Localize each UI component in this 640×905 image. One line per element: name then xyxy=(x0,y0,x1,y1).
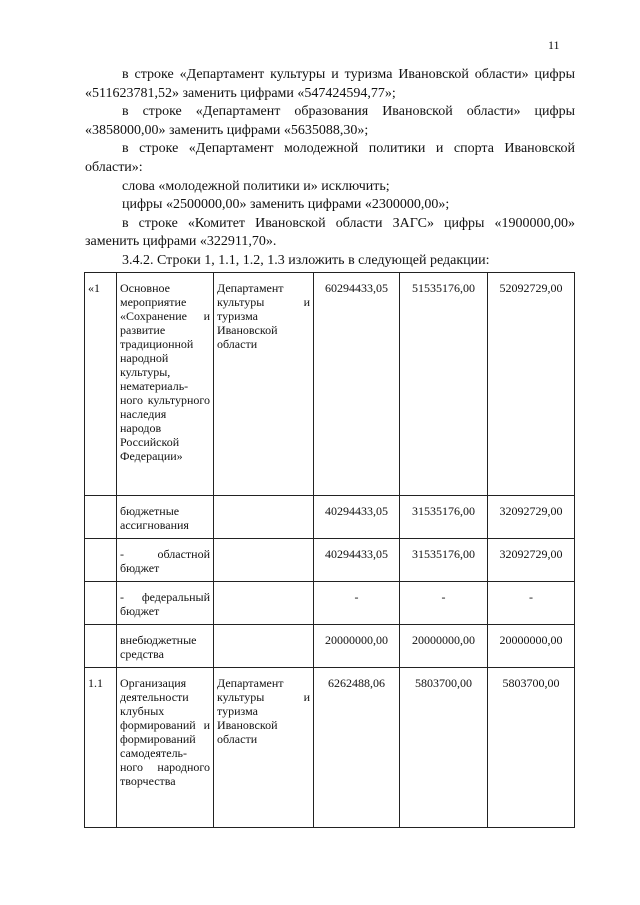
page-number: 11 xyxy=(548,38,560,52)
executor-cell xyxy=(214,582,314,625)
executor-cell: Департамент культуры и туризма Ивановской области xyxy=(214,668,314,828)
value-cell-1: 20000000,00 xyxy=(314,625,400,668)
value-cell-3: 20000000,00 xyxy=(488,625,575,668)
table-row xyxy=(85,582,575,625)
value-cell-1: 40294433,05 xyxy=(314,496,400,539)
value-cell-3: - xyxy=(488,582,575,625)
executor-cell: Департамент культуры и туризма Ивановской области xyxy=(214,273,314,496)
row-number-cell xyxy=(85,625,117,668)
paragraph-zags: в строке «Комитет Ивановской области ЗАГС» цифры «1900000,00» заменить цифрами «322911,70». xyxy=(85,215,575,250)
row-number-cell: «1 xyxy=(85,273,117,496)
value-cell-1: 40294433,05 xyxy=(314,539,400,582)
budget-table xyxy=(84,272,575,828)
value-cell-3: 32092729,00 xyxy=(488,496,575,539)
value-cell-3: 5803700,00 xyxy=(488,668,575,828)
table-row xyxy=(85,496,575,539)
table-row xyxy=(85,668,575,828)
description-cell: Организация деятельности клубных формирований и формирований самодеятель-ного народного творчества xyxy=(117,668,214,828)
value-cell-2: 31535176,00 xyxy=(400,539,488,582)
description-cell: бюджетные ассигнования xyxy=(117,496,214,539)
value-cell-2: 51535176,00 xyxy=(400,273,488,496)
description-cell: внебюджетные средства xyxy=(117,625,214,668)
value-cell-2: - xyxy=(400,582,488,625)
body-text xyxy=(85,66,575,271)
value-cell-1: - xyxy=(314,582,400,625)
description-cell: Основное мероприятие «Сохранение и развитие традиционной народной культуры, нематериаль-ного культурного наследия народов Российской Федерации» xyxy=(117,273,214,496)
value-cell-3: 52092729,00 xyxy=(488,273,575,496)
value-cell-2: 20000000,00 xyxy=(400,625,488,668)
paragraph-section-heading: 3.4.2. Строки 1, 1.1, 1.2, 1.3 изложить в следующей редакции: xyxy=(122,252,490,268)
table-row xyxy=(85,539,575,582)
executor-cell xyxy=(214,539,314,582)
row-number-cell xyxy=(85,496,117,539)
row-number-cell: 1.1 xyxy=(85,668,117,828)
executor-cell xyxy=(214,625,314,668)
row-number-cell xyxy=(85,582,117,625)
table-row xyxy=(85,273,575,496)
description-cell: - федеральный бюджет xyxy=(117,582,214,625)
value-cell-1: 60294433,05 xyxy=(314,273,400,496)
paragraph-culture: в строке «Департамент культуры и туризма Ивановской области» цифры «511623781,52» заменить цифрами «547424594,77»; xyxy=(85,67,575,101)
value-cell-1: 6262488,06 xyxy=(314,668,400,828)
executor-cell xyxy=(214,496,314,539)
value-cell-3: 32092729,00 xyxy=(488,539,575,582)
table-row xyxy=(85,625,575,668)
value-cell-2: 31535176,00 xyxy=(400,496,488,539)
paragraph-education: в строке «Департамент образования Ивановской области» цифры «3858000,00» заменить цифрами «5635088,30»; xyxy=(85,104,575,138)
description-cell: - областной бюджет xyxy=(117,539,214,582)
paragraph-figures-replace: цифры «2500000,00» заменить цифрами «2300000,00»; xyxy=(122,197,450,213)
value-cell-2: 5803700,00 xyxy=(400,668,488,828)
paragraph-words-remove: слова «молодежной политики и» исключить; xyxy=(122,178,390,194)
paragraph-youth: в строке «Департамент молодежной политики и спорта Ивановской области»: xyxy=(85,141,575,175)
row-number-cell xyxy=(85,539,117,582)
